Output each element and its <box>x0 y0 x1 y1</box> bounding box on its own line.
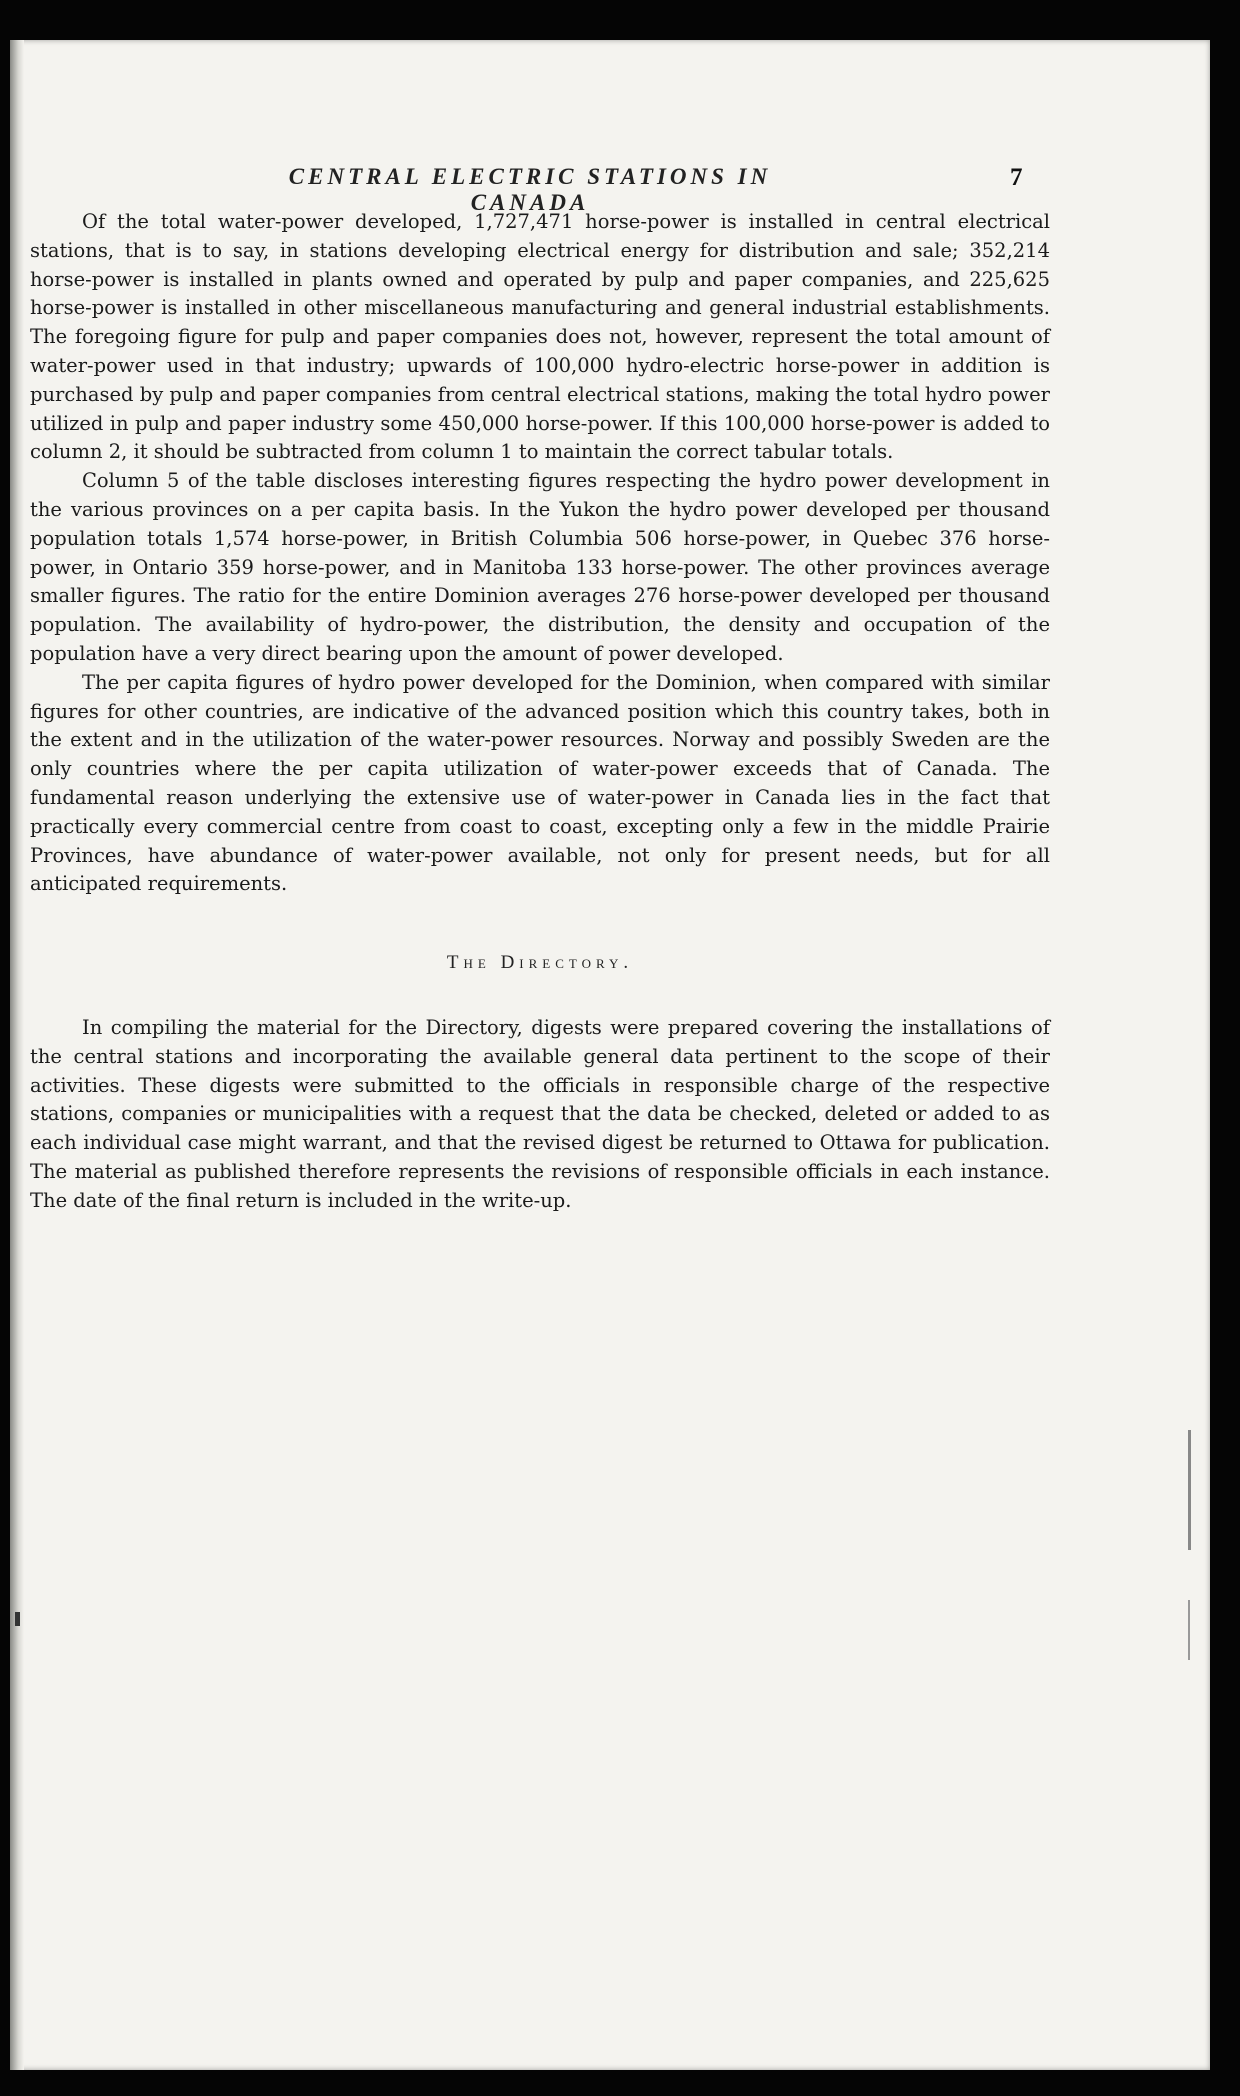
paragraph: Of the total water-power developed, 1,727,471 horse-power is installed in central electrical stations, that is to say, in stations developing electrical energy for distribution and sale; 352,214 horse-power is installed in plants owned and operated by pulp and paper companies, and 225,625 horse-power is installed in other miscellaneous manufacturing and general industrial establishments. The foregoing figure for pulp and paper companies does not, however, represent the total amount of water-power used in that industry; upwards of 100,000 hydro-electric horse-power in addition is purchased by pulp and paper companies from central electrical stations, making the total hydro power utilized in pulp and paper industry some 450,000 horse-power. If this 100,000 horse-power is added to column 2, it should be subtracted from column 1 to maintain the correct tabular totals. <box>30 210 1050 464</box>
running-head: CENTRAL ELECTRIC STATIONS IN CANADA <box>288 164 772 215</box>
body-text <box>30 208 1050 1216</box>
section-heading: The Directory. <box>446 952 634 974</box>
scan-artifact <box>15 1612 20 1626</box>
page-number: 7 <box>1010 164 1023 191</box>
page-header <box>10 164 1210 215</box>
scan-artifact <box>1188 1430 1191 1550</box>
paragraph: Column 5 of the table discloses interesting figures respecting the hydro power development in the various provinces on a per capita basis. In the Yukon the hydro power developed per thousand population totals 1,574 horse-power, in British Columbia 506 horse-power, in Quebec 376 horse-power, in Ontario 359 horse-power, and in Manitoba 133 horse-power. The other provinces average smaller figures. The ratio for the entire Dominion averages 276 horse-power developed per thousand population. The availability of hydro-power, the distribution, the density and occupation of the population have a very direct bearing upon the amount of power developed. <box>30 469 1050 665</box>
paragraph: In compiling the material for the Directory, digests were prepared covering the installations of the central stations and incorporating the available general data pertinent to the scope of their activities. These digests were submitted to the officials in responsible charge of the respective stations, companies or municipalities with a request that the data be checked, deleted or added to as each individual case might warrant, and that the revised digest be returned to Ottawa for publication. The material as published therefore represents the revisions of responsible officials in each instance. The date of the final return is included in the write-up. <box>30 1015 1050 1212</box>
paragraph: The per capita figures of hydro power developed for the Dominion, when compared with similar figures for other countries, are indicative of the advanced position which this country takes, both in the extent and in the utilization of the water-power resources. Norway and possibly Sweden are the only countries where the per capita utilization of water-power exceeds that of Canada. The fundamental reason underlying the extensive use of water-power in Canada lies in the fact that practically every commercial centre from coast to coast, excepting only a few in the middle Prairie Provinces, have abundance of water-power available, not only for present needs, but for all anticipated requirements. <box>30 670 1050 896</box>
scan-artifact <box>1188 1600 1190 1660</box>
page-binding-edge <box>10 40 24 2070</box>
document-page <box>10 40 1210 2070</box>
